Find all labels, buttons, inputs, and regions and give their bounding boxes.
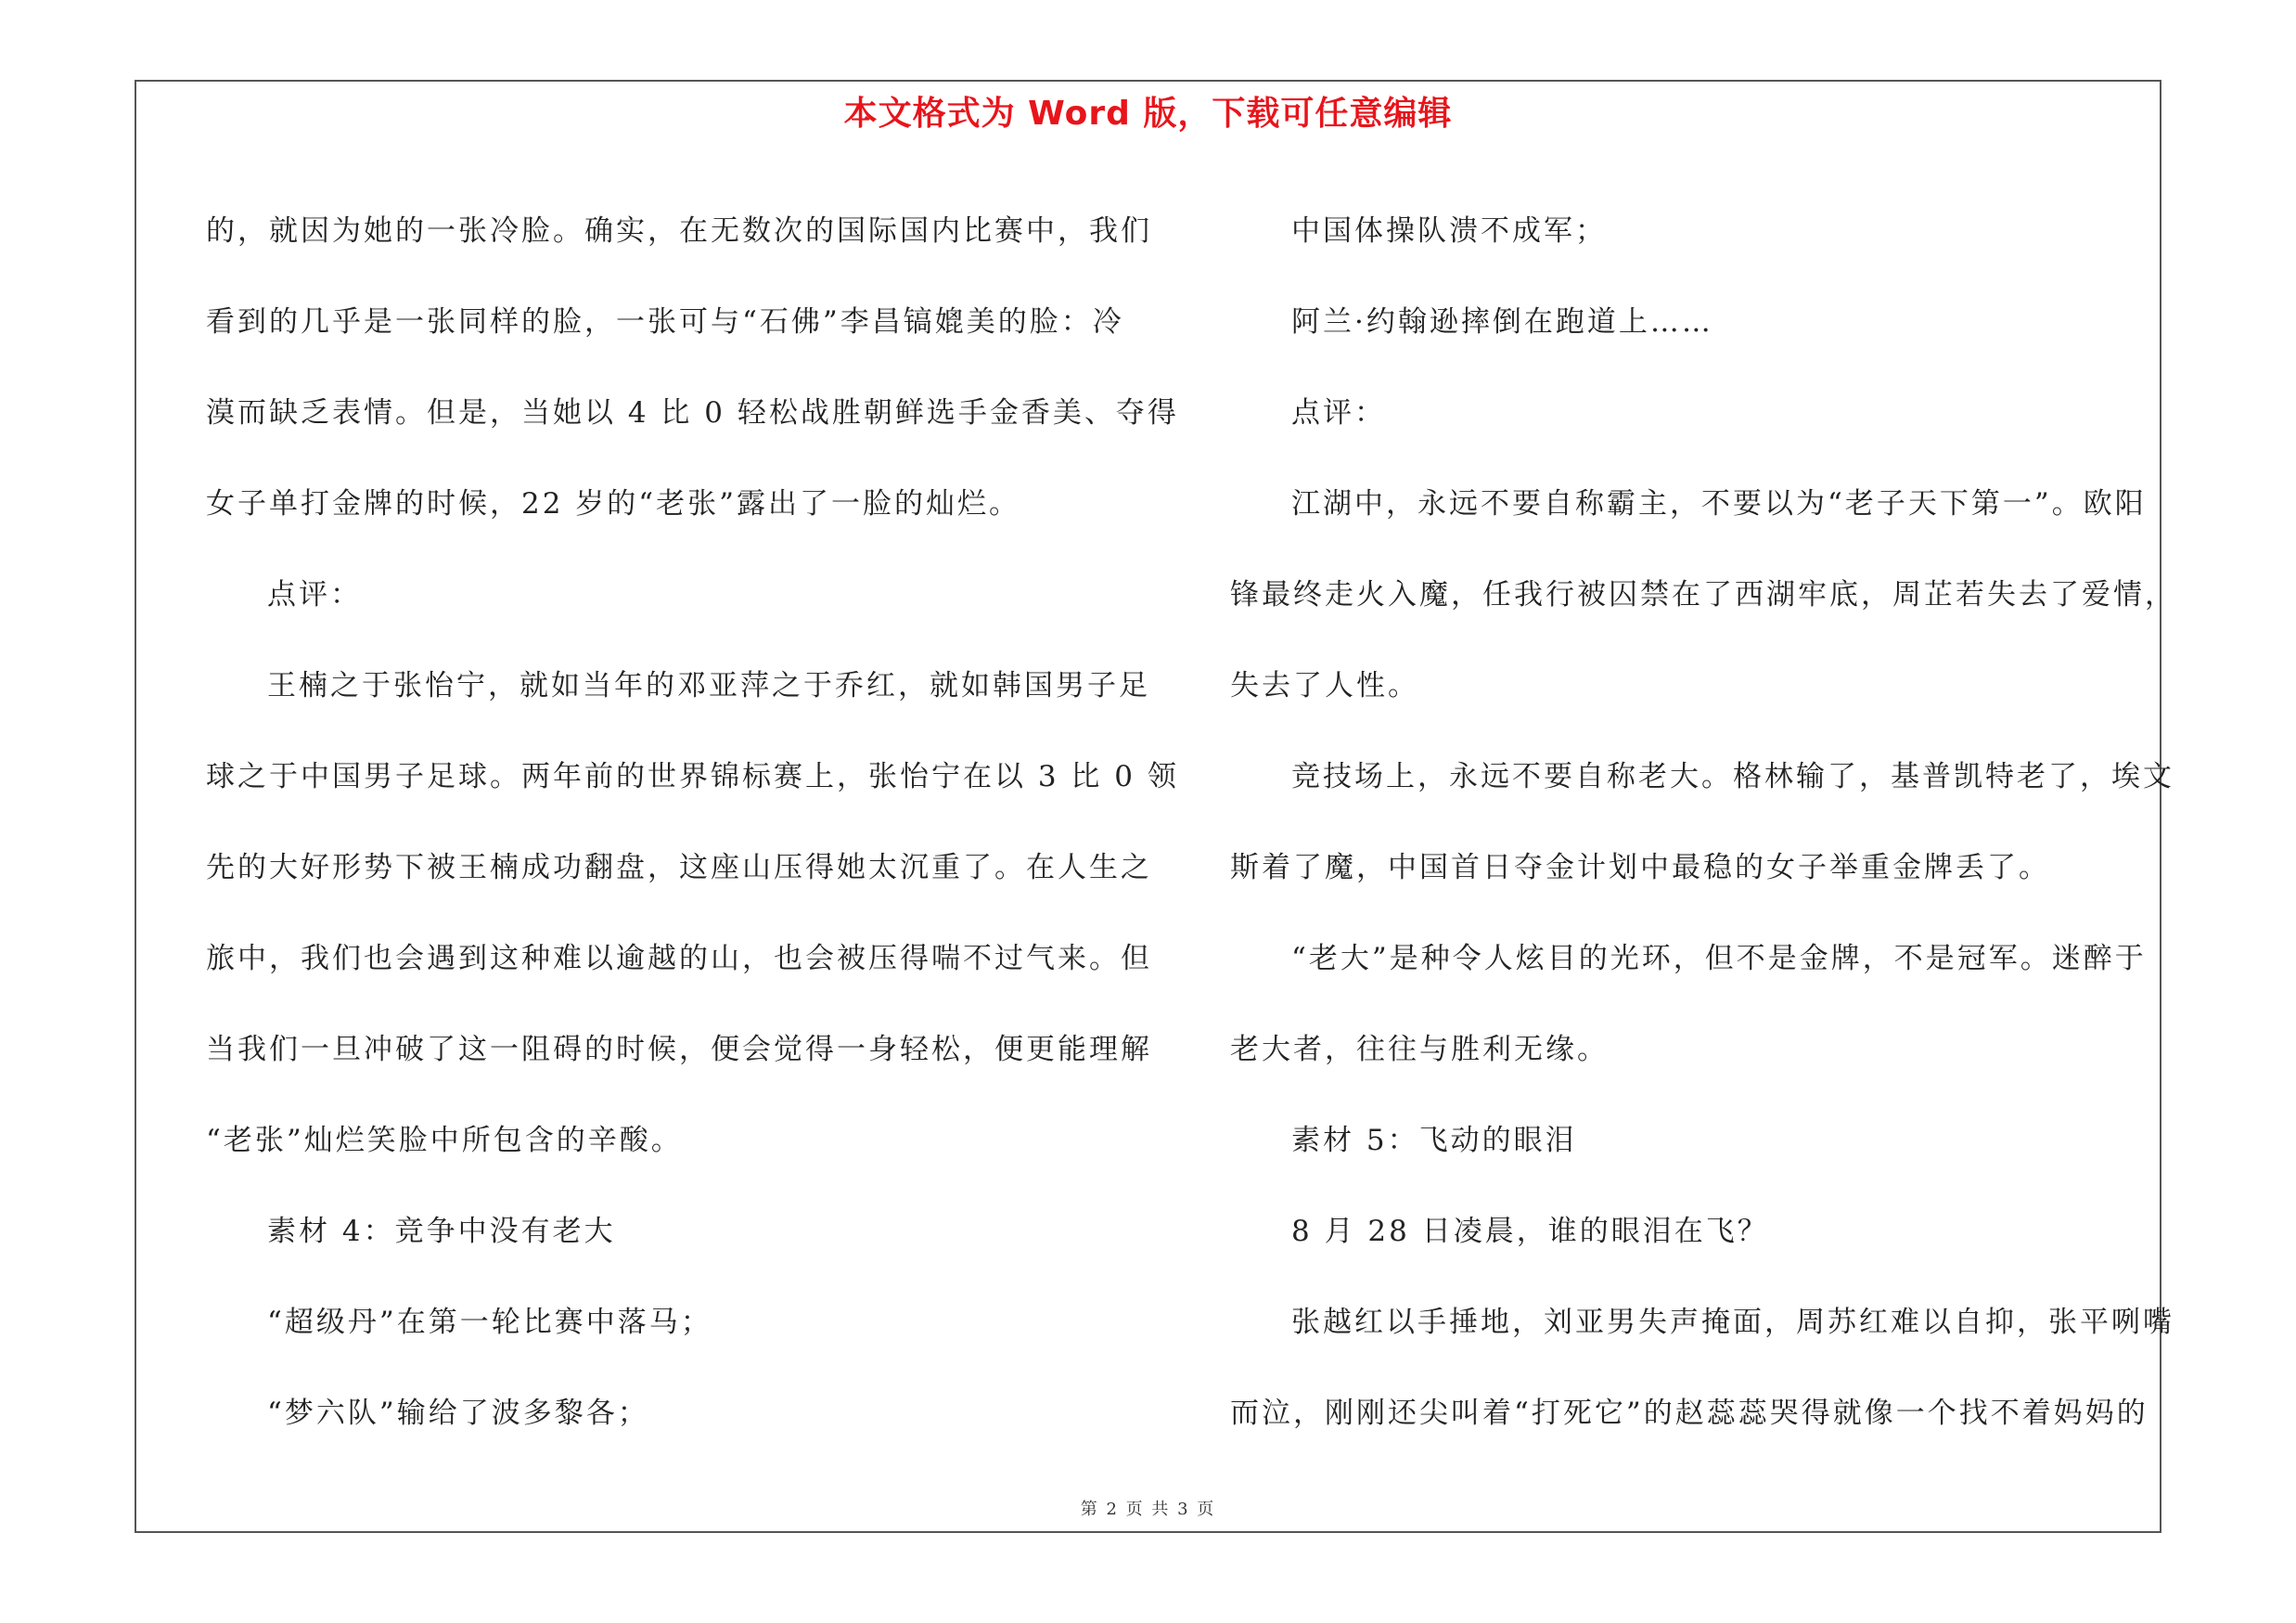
text-line: 点评： [1291, 396, 1386, 430]
text-line: 球之于中国男子足球。两年前的世界锦标赛上，张怡宁在以 3 比 0 领 [206, 760, 1179, 793]
text-line: 点评： [267, 578, 362, 612]
text-line: 张越红以手捶地，刘亚男失声掩面，周苏红难以自抑，张平咧嘴 [1291, 1306, 2174, 1339]
text-line: 中国体操队溃不成军； [1291, 214, 1607, 248]
text-line: 旅中，我们也会遇到这种难以逾越的山，也会被压得喘不过气来。但 [206, 942, 1152, 975]
text-line: “老大”是种令人炫目的光环，但不是金牌，不是冠军。迷醉于 [1291, 942, 2147, 975]
page-number-footer: 第 2 页 共 3 页 [1080, 1500, 1216, 1519]
format-banner: 本文格式为 Word 版，下载可任意编辑 [843, 95, 1453, 133]
text-line: 而泣，刚刚还尖叫着“打死它”的赵蕊蕊哭得就像一个找不着妈妈的 [1230, 1397, 2148, 1430]
text-line: 失去了人性。 [1230, 669, 1419, 702]
text-line: 江湖中，永远不要自称霸主，不要以为“老子天下第一”。欧阳 [1291, 487, 2147, 521]
left-text-column [206, 186, 1179, 1459]
text-line: 8 月 28 日凌晨，谁的眼泪在飞？ [1291, 1215, 1769, 1248]
text-line: 的，就因为她的一张冷脸。确实，在无数次的国际国内比赛中，我们 [206, 214, 1152, 248]
text-line: “梦六队”输给了波多黎各； [267, 1397, 649, 1430]
text-line: 王楠之于张怡宁，就如当年的邓亚萍之于乔红，就如韩国男子足 [267, 669, 1150, 702]
text-line: 女子单打金牌的时候，22 岁的“老张”露出了一脸的灿烂。 [206, 487, 1020, 521]
text-line: 阿兰·约翰逊摔倒在跑道上…… [1291, 305, 1713, 339]
text-line: 锋最终走火入魔，任我行被囚禁在了西湖牢底，周芷若失去了爱情， [1230, 578, 2176, 612]
text-line: 素材 4：竞争中没有老大 [267, 1215, 616, 1248]
text-line: 漠而缺乏表情。但是，当她以 4 比 0 轻松战胜朝鲜选手金香美、夺得 [206, 396, 1179, 430]
right-text-column [1230, 186, 2176, 1459]
text-line: 老大者，往往与胜利无缘。 [1230, 1033, 1609, 1066]
text-line: 斯着了魔，中国首日夺金计划中最稳的女子举重金牌丢了。 [1230, 851, 2050, 884]
text-line: “老张”灿烂笑脸中所包含的辛酸。 [206, 1124, 683, 1157]
text-line: 当我们一旦冲破了这一阻碍的时候，便会觉得一身轻松，便更能理解 [206, 1033, 1152, 1066]
text-line: 素材 5：飞动的眼泪 [1291, 1124, 1577, 1157]
text-line: 竞技场上，永远不要自称老大。格林输了，基普凯特老了，埃文 [1291, 760, 2174, 793]
text-line: 看到的几乎是一张同样的脸，一张可与“石佛”李昌镐媲美的脸：冷 [206, 305, 1124, 339]
text-line: 先的大好形势下被王楠成功翻盘，这座山压得她太沉重了。在人生之 [206, 851, 1152, 884]
text-line: “超级丹”在第一轮比赛中落马； [267, 1306, 712, 1339]
